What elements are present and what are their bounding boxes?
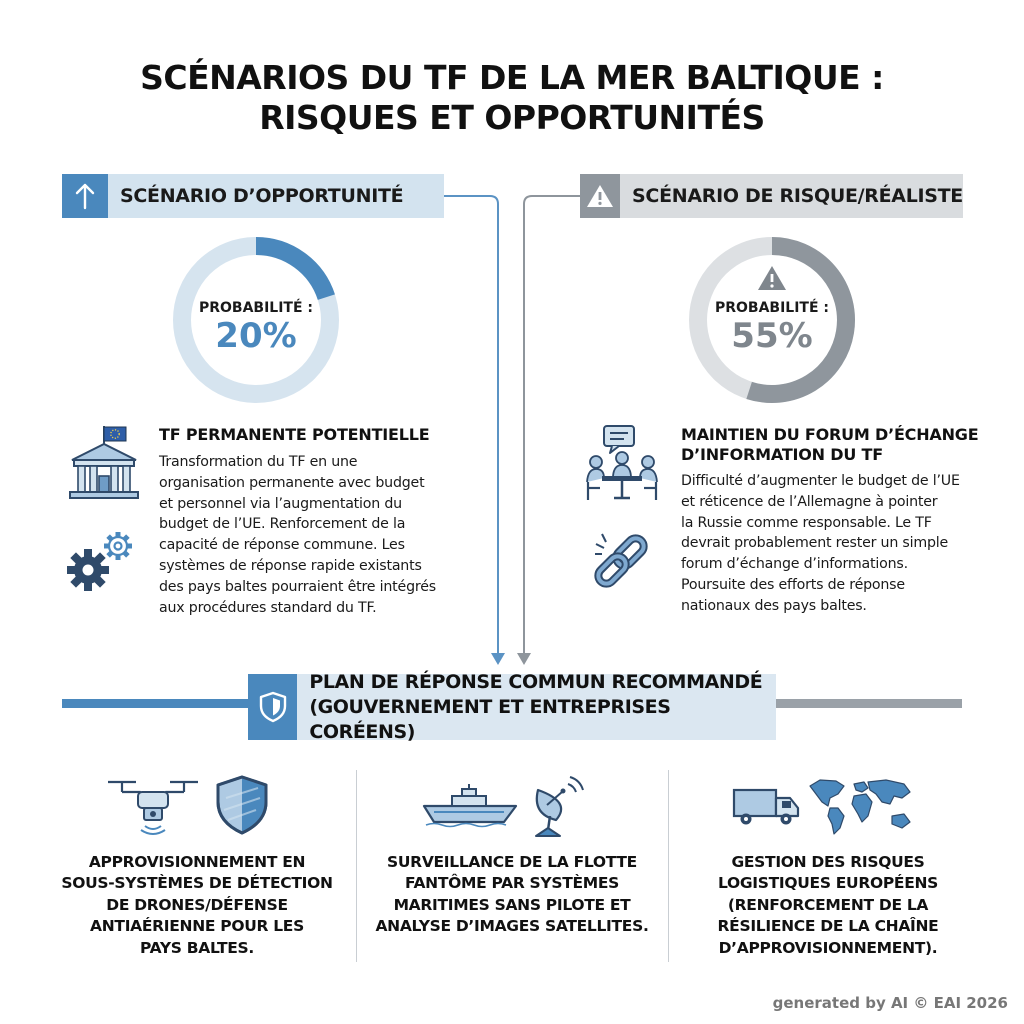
opportunity-probability-label: PROBABILITÉ : [198, 300, 314, 316]
opportunity-connector-arrowhead [491, 653, 505, 665]
column-3-line: GESTION DES RISQUES [731, 853, 925, 871]
column-3-line: LOGISTIQUES EUROPÉENS [717, 874, 939, 893]
column-3-line: D’APPROVISIONNEMENT). [718, 938, 938, 957]
body-line: aux procédures standard du TF. [159, 599, 377, 616]
body-line: et réticence de l’Allemagne à pointer [681, 493, 938, 510]
column-divider [356, 770, 357, 962]
gears-icon [66, 528, 138, 594]
opportunity-probability [172, 300, 340, 356]
arrow-up-icon [62, 174, 108, 218]
plan-header-label [297, 670, 776, 745]
ship-icon [422, 784, 518, 828]
warning-icon [756, 264, 788, 292]
world-map-icon [806, 776, 916, 838]
body-line: Transformation du TF en une [159, 454, 358, 470]
column-2-line: ANALYSE D’IMAGES SATELLITES. [375, 917, 649, 936]
column-divider [668, 770, 669, 962]
column-1-line: PAYS BALTES. [140, 938, 254, 957]
column-3-line: RÉSILIENCE DE LA CHAÎNE [717, 917, 939, 936]
large-gear [67, 549, 109, 591]
title-line-1: SCÉNARIOS DU TF DE LA MER BALTIQUE : [140, 58, 884, 97]
body-line: et personnel via l’augmentation du [159, 495, 402, 512]
column-2-line: MARITIMES SANS PILOTE ET [393, 895, 631, 914]
broken-chain-icon [592, 530, 656, 594]
body-line: la Russie comme responsable. Le TF [681, 514, 932, 531]
shield-icon [248, 674, 297, 740]
body-line: organisation permanente avec budget [159, 474, 425, 491]
satellite-dish-icon [526, 772, 588, 840]
opportunity-section-body [159, 452, 436, 618]
risk-section-title-line-1: MAINTIEN DU FORUM D’ÉCHANGE [681, 425, 979, 444]
risk-probability-label: PROBABILITÉ : [714, 300, 830, 316]
small-gear [104, 532, 132, 560]
body-line: devrait probablement rester un simple [681, 535, 949, 552]
opportunity-donut-arc [256, 246, 326, 297]
risk-probability [688, 300, 856, 356]
column-2-text [366, 852, 658, 938]
body-line: Poursuite des efforts de réponse [681, 576, 905, 593]
risk-probability-value: 55% [731, 316, 813, 356]
column-1-line: ANTIAÉRIENNE POUR LES [90, 917, 304, 936]
opportunity-section-title: TF PERMANENTE POTENTIELLE [159, 425, 430, 444]
risk-connector-arrowhead [517, 653, 531, 665]
opportunity-header-label: SCÉNARIO D’OPPORTUNITÉ [120, 185, 404, 207]
column-2-line: SURVEILLANCE DE LA FLOTTE [387, 853, 637, 871]
truck-icon [732, 786, 802, 828]
body-line: capacité de réponse commune. Les [159, 537, 405, 554]
plan-header-line-1: PLAN DE RÉPONSE COMMUN RECOMMANDÉ [309, 670, 763, 693]
title-line-2: RISQUES ET OPPORTUNITÉS [259, 98, 765, 137]
body-line: forum d’échange d’informations. [681, 556, 908, 573]
drone-icon [106, 776, 200, 838]
shield-icon [214, 774, 270, 836]
body-line: systèmes de réponse rapide existants [159, 557, 422, 574]
column-1-line: SOUS-SYSTÈMES DE DÉTECTION [61, 874, 333, 893]
plan-header [248, 670, 776, 743]
risk-section-title [681, 425, 978, 465]
risk-header-label: SCÉNARIO DE RISQUE/RÉALISTE [632, 185, 963, 207]
opportunity-header [62, 174, 444, 218]
meeting-table-icon [582, 424, 662, 504]
footer-credit: generated by AI © EAI 2026 [772, 994, 1008, 1012]
plan-header-line-2: (GOUVERNEMENT ET ENTREPRISES CORÉENS) [309, 695, 671, 743]
column-2-line: FANTÔME PAR SYSTÈMES [404, 874, 620, 893]
opportunity-probability-value: 20% [215, 316, 297, 356]
risk-section-title-line-2: D’INFORMATION DU TF [681, 445, 883, 464]
column-1-line: DE DRONES/DÉFENSE [106, 895, 288, 914]
column-3-text [678, 852, 978, 959]
column-1-text [52, 852, 342, 959]
warning-icon [580, 174, 620, 218]
plan-bar-right [776, 699, 962, 708]
column-3-line: (RENFORCEMENT DE LA [727, 895, 929, 914]
risk-section-body [681, 471, 960, 617]
eu-building-icon [66, 424, 142, 502]
body-line: Difficulté d’augmenter le budget de l’UE [681, 473, 960, 489]
plan-bar-left [62, 699, 248, 708]
body-line: budget de l’UE. Renforcement de la [159, 516, 406, 533]
opportunity-connector [444, 196, 498, 654]
body-line: nationaux des pays baltes. [681, 597, 867, 614]
column-1-line: APPROVISIONNEMENT EN [88, 853, 306, 871]
body-line: des pays baltes pourraient être intégrés [159, 578, 436, 595]
risk-connector [524, 196, 580, 654]
risk-header [580, 174, 963, 218]
